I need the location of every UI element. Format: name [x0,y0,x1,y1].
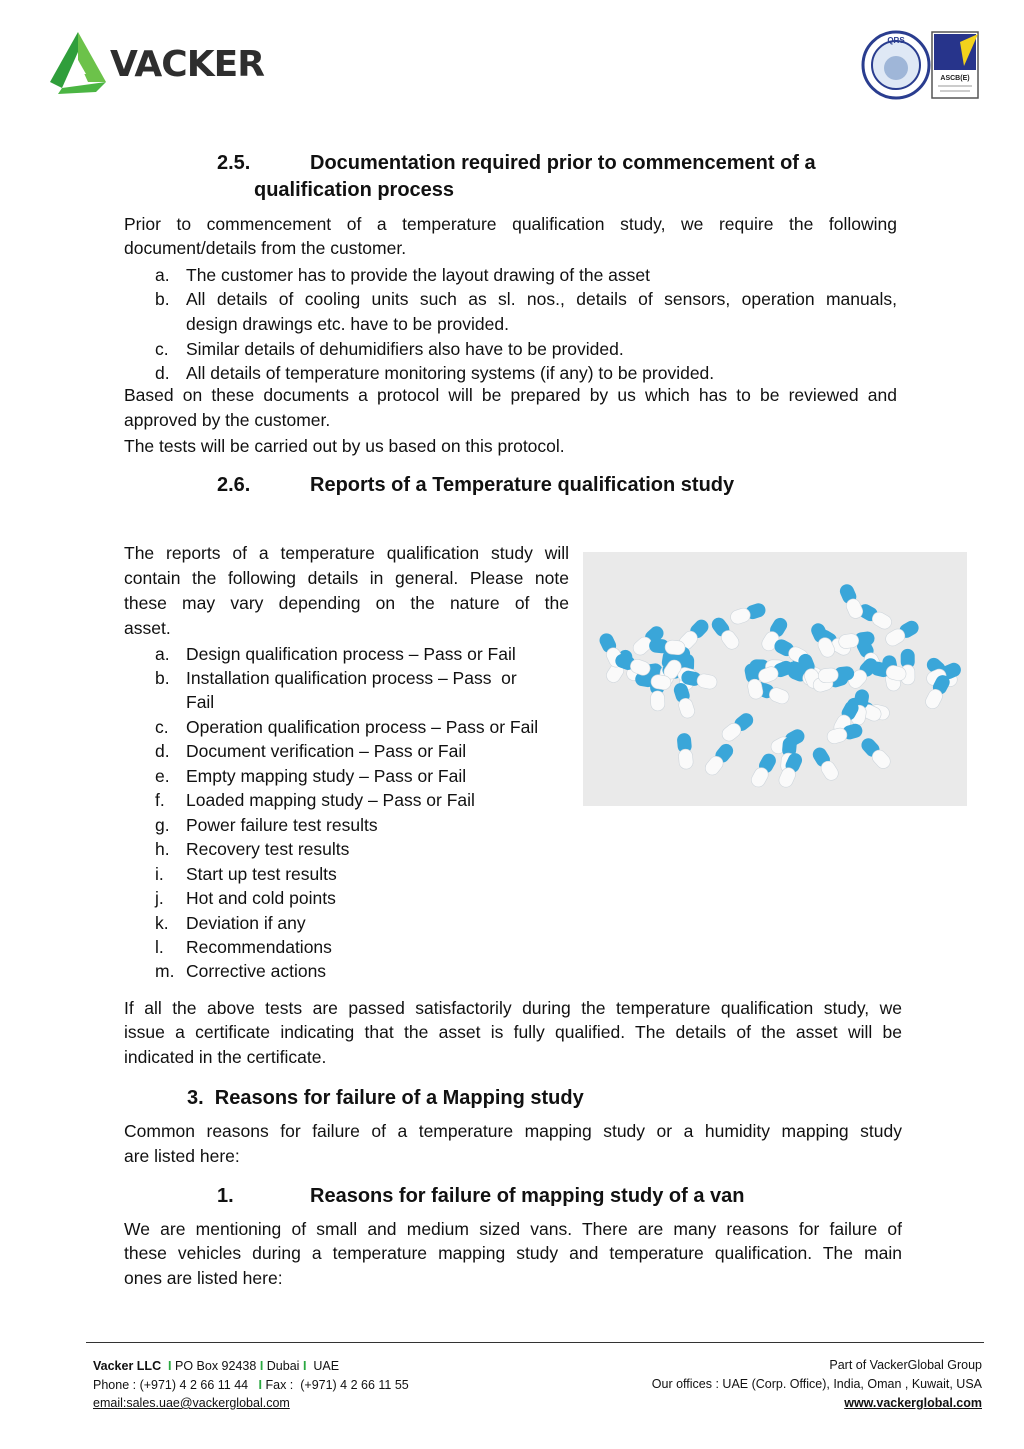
section-3-1-line3: ones are listed here: [124,1268,283,1288]
section-3-title: 3. Reasons for failure of a Mapping study [187,1087,584,1109]
section-2-5-title-cont: qualification process [254,179,455,201]
qrs-badge-label: QRS [887,36,905,45]
capsule [777,751,805,790]
footer-company: Vacker LLC [93,1359,162,1373]
capsule [702,741,736,778]
footer-offices: Our offices : UAE (Corp. Office), India, Oman , Kuwait, USA [651,1377,982,1391]
section-3-1-number: 1. [217,1185,234,1207]
section-2-6-intro-line1: The reports of a temperature qualification study will [124,543,569,563]
footer-website-link[interactable]: www.vackerglobal.com [844,1396,982,1410]
section-2-6-after-line1: If all the above tests are passed satisfactorily during the temperature qualification study, we [124,998,902,1018]
section-2-6-title: Reports of a Temperature qualification study [310,474,735,496]
logo-wordmark: VACKER [110,44,264,85]
footer-group: Part of VackerGlobal Group [829,1358,982,1372]
section-2-5-after-line3: The tests will be carried out by us based on this protocol. [124,436,565,456]
certification-badges [860,28,984,102]
footer-country: UAE [313,1359,340,1373]
capsule [676,733,693,770]
section-2-6-intro-line2: contain the following details in general. Please note [124,568,569,588]
vacker-logo [48,30,268,100]
capsules-photo [583,552,967,806]
footer-phone-line: Phone : (+971) 4 2 66 11 44 I Fax : (+971) 4 2 66 11 55 [93,1378,409,1392]
capsule [859,735,894,771]
section-2-5-intro-line1: Prior to commencement of a temperature qualification study, we require the following [124,214,897,234]
footer-city: Dubai [266,1359,300,1373]
section-2-5-after-line2: approved by the customer. [124,410,331,430]
footer-fax: Fax : (+971) 4 2 66 11 55 [265,1378,409,1392]
section-3-1-line1: We are mentioning of small and medium sized vans. There are many reasons for failure of [124,1219,902,1239]
section-2-6-after-line2: issue a certificate indicating that the asset is fully qualified. The details of the asset will be [124,1022,902,1042]
capsule [749,751,779,789]
capsule [838,582,865,621]
section-2-6-number: 2.6. [217,474,251,496]
section-2-5-number: 2.5. [217,152,251,174]
section-2-6-intro-line3: these may vary depending on the nature of the [124,593,569,613]
section-2-6-intro-line4: asset. [124,618,171,638]
footer-po: PO Box 92438 [175,1359,257,1373]
capsule [810,745,841,783]
section-3-1-title: Reasons for failure of mapping study of a van [310,1185,745,1207]
capsule [719,710,756,744]
section-3-line1: Common reasons for failure of a temperature mapping study or a humidity mapping study [124,1121,902,1141]
section-2-5-title: Documentation required prior to commencement of a [310,152,816,174]
section-2-5-intro-line2: document/details from the customer. [124,238,407,258]
ascb-badge-label: ASCB(E) [940,75,970,82]
footer-divider [86,1342,984,1343]
section-2-5-after-line1: Based on these documents a protocol will be prepared by us which has to be reviewed and [124,385,897,405]
footer-email-link[interactable]: email:sales.uae@vackerglobal.com [93,1396,290,1410]
capsule [729,601,768,626]
vacker-logo-icon [48,30,112,96]
capsule [672,681,696,720]
footer-phone: Phone : (+971) 4 2 66 11 44 [93,1378,249,1392]
footer-address: Vacker LLC I PO Box 92438 I Dubai I UAE [93,1359,340,1373]
section-3-line2: are listed here: [124,1146,240,1166]
section-2-6-after-line3: indicated in the certificate. [124,1047,327,1067]
capsule [856,602,894,632]
section-3-1-line2: these vehicles during a temperature mapping study and temperature qualification. The main [124,1243,902,1263]
